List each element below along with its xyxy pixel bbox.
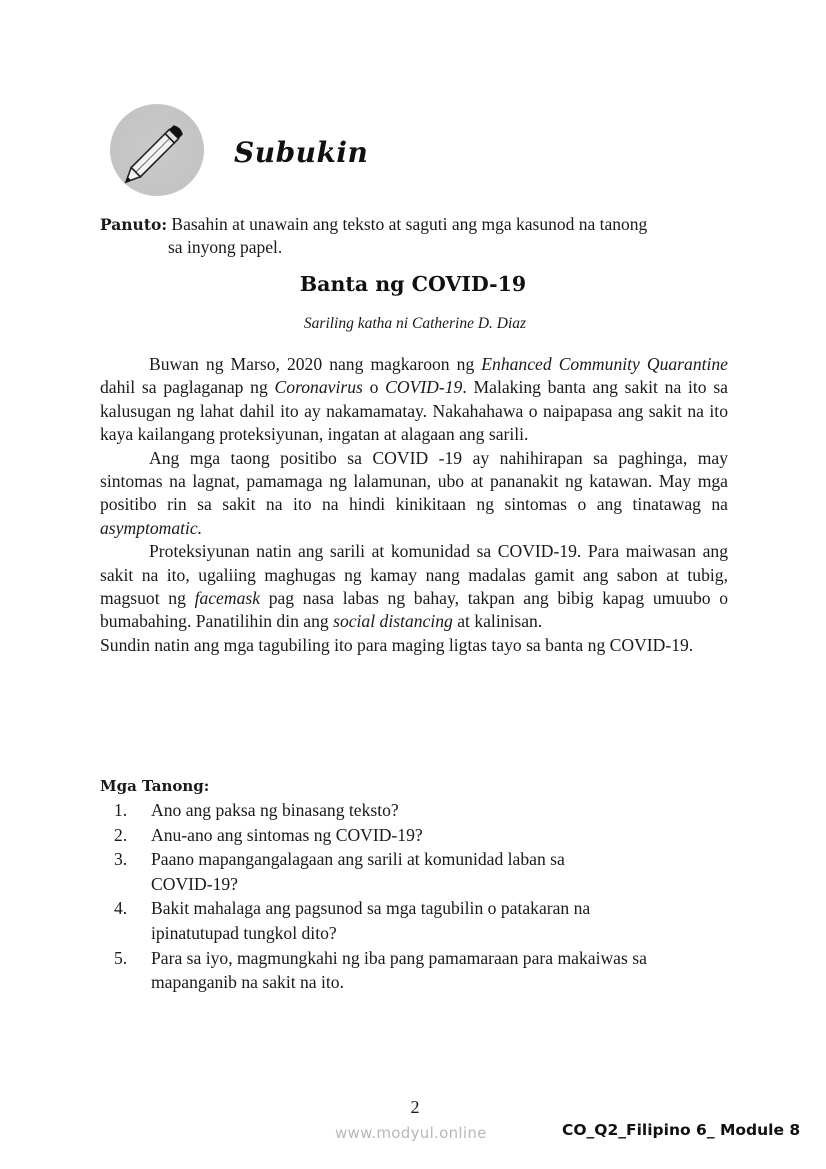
question-item [100,823,740,848]
questions-heading: Mga Tanong: [100,777,210,795]
question-item [100,946,740,995]
text-run: o [362,377,386,398]
question-number: 1. [114,800,128,820]
question-number: 5. [114,947,128,968]
text-run-italic: facemask [194,588,261,609]
story-paragraph-3 [100,540,728,634]
question-item [100,847,740,896]
story-body [100,353,728,657]
pencil-icon [110,104,204,196]
text-run: dahil sa paglaganap ng [100,377,275,398]
question-text: Para sa iyo, magmungkahi ng iba pang pamamaraan para makaiwas sa mapanganib na sakit na ito. [151,947,647,993]
instructions-text-line2: sa inyong papel. [168,237,283,257]
text-run-italic: asymptomatic. [100,517,203,538]
question-text: Bakit mahalaga ang pagsunod sa mga tagubilin o patakaran na ipinatutupad tungkol dito? [151,898,591,943]
text-run-italic: Coronavirus [274,377,363,398]
question-item [100,798,740,823]
question-text: Anu-ano ang sintomas ng COVID-19? [151,824,423,845]
story-paragraph-1 [100,353,728,447]
text-run: at kalinisan. [452,611,543,632]
story-title: Banta ng COVID-19 [299,272,527,296]
page-number: 2 [410,1097,420,1117]
text-run: . Malaking banta ang sakit na ito sa kalusugan ng lahat dahil ito ay nakamamatay. Nakahahawa o naipapasa ang sakit na ito kaya kailangang proteksiyunan, ingatan at alagaan ang sarili. [100,377,728,445]
question-number: 2. [114,824,128,845]
questions-list [100,798,740,995]
question-number: 4. [114,898,128,919]
text-run: Buwan ng Marso, 2020 nang magkaroon ng [149,354,482,374]
question-text: Paano mapangangalagaan ang sarili at komunidad laban sa COVID-19? [151,849,565,894]
instructions [100,213,740,258]
watermark: www.modyul.online [335,1124,487,1142]
text-run-italic: social distancing [333,611,453,632]
module-code: CO_Q2_Filipino 6_ Module 8 [562,1121,801,1139]
instructions-text-line1: Basahin at unawain ang teksto at saguti ang mga kasunod na tanong [167,214,648,234]
text-run-italic: COVID-19 [385,377,463,398]
text-run: Proteksiyunan natin ang sarili at komunidad sa COVID-19. Para maiwasan ang sakit na ito, ugaliing maghugas ng kamay nang madalas gamit ang sabon at tubig, magsuot ng [100,541,728,609]
story-paragraph-4: Sundin natin ang mga tagubiling ito para maging ligtas tayo sa banta ng COVID-19. [100,634,694,655]
question-text: Ano ang paksa ng binasang teksto? [151,800,399,820]
text-run: pag nasa labas ng bahay, takpan ang bibig kapag umuubo o bumabahing. Panatilihin din ang [100,588,729,632]
question-number: 3. [114,849,128,870]
text-run-italic: Enhanced Community Quarantine [481,354,728,374]
story-byline: Sariling katha ni Catherine D. Diaz [303,315,527,332]
section-title: Subukin [234,136,369,169]
instructions-label: Panuto: [100,215,168,234]
question-item [100,896,740,945]
text-run: Ang mga taong positibo sa COVID -19 ay nahihirapan sa paghinga, may sintomas na lagnat, pamamaga ng lalamunan, ubo at pananakit ng katawan. May mga positibo rin sa sakit na ito na hindi kinikitaan ng sintomas o ang tinatawag na [100,447,728,515]
section-icon-badge [110,104,204,196]
story-paragraph-2 [100,447,728,541]
